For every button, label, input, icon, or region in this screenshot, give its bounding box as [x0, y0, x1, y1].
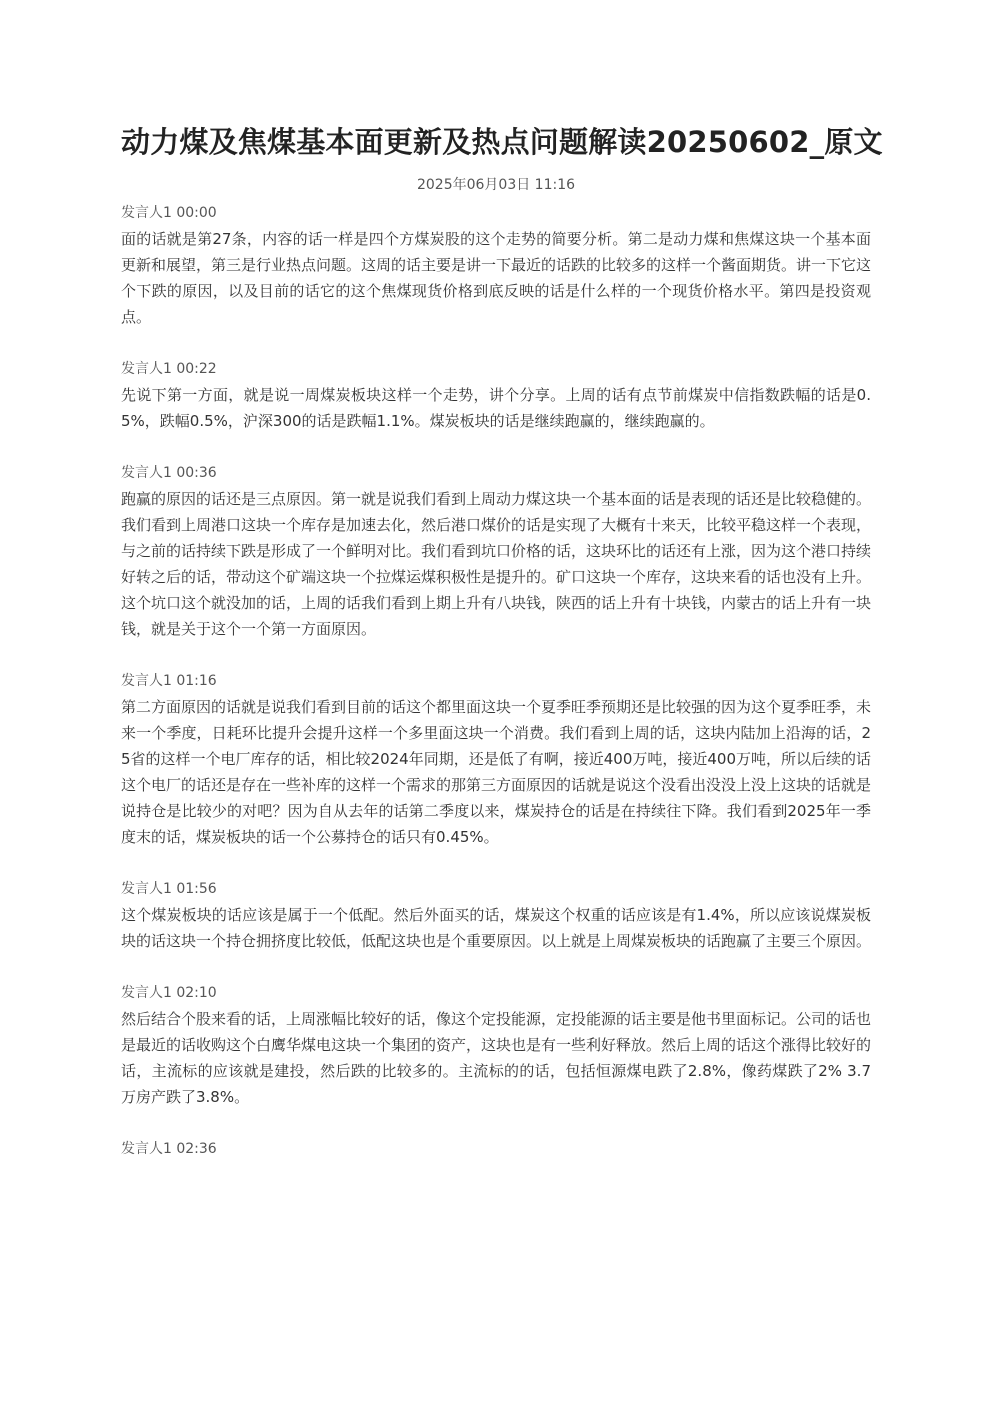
transcript-segment	[121, 980, 871, 1110]
transcript-segment	[121, 356, 871, 434]
transcript-segment	[121, 876, 871, 954]
segment-text: 第二方面原因的话就是说我们看到目前的话这个都里面这块一个夏季旺季预期还是比较强的因为这个夏季旺季，未来一个季度，日耗环比提升会提升这样一个多里面这块一个消费。我们看到上周的话，这块内陆加上沿海的话，25省的这样一个电厂库存的话，相比较2024年同期，还是低了有啊，接近400万吨，接近400万吨，所以后续的话这个电厂的话还是存在一些补库的这样一个需求的那第三方面原因的话就是说这个没看出没没上没上这块的话就是说持仓是比较少的对吧？因为自从去年的话第二季度以来，煤炭持仓的话是在持续往下降。我们看到2025年一季度末的话，煤炭板块的话一个公募持仓的话只有0.45%。	[121, 698, 872, 846]
transcript-segment	[121, 200, 871, 330]
segment-text: 面的话就是第27条，内容的话一样是四个方煤炭股的这个走势的简要分析。第二是动力煤和焦煤这块一个基本面更新和展望，第三是行业热点问题。这周的话主要是讲一下最近的话跌的比较多的这样一个酱面期货。讲一下它这个下跌的原因，以及目前的话它的这个焦煤现货价格到底反映的话是什么样的一个现货价格水平。第四是投资观点。	[121, 230, 872, 326]
segment-text: 这个煤炭板块的话应该是属于一个低配。然后外面买的话，煤炭这个权重的话应该是有1.4%，所以应该说煤炭板块的话这块一个持仓拥挤度比较低，低配这块也是个重要原因。以上就是上周煤炭板块的话跑赢了主要三个原因。	[121, 906, 872, 950]
transcript-segment	[121, 460, 871, 642]
segment-text: 跑赢的原因的话还是三点原因。第一就是说我们看到上周动力煤这块一个基本面的话是表现的话还是比较稳健的。我们看到上周港口这块一个库存是加速去化，然后港口煤价的话是实现了大概有十来天，比较平稳这样一个表现，与之前的话持续下跌是形成了一个鲜明对比。我们看到坑口价格的话，这块环比的话还有上涨，因为这个港口持续好转之后的话，带动这个矿端这块一个拉煤运煤积极性是提升的。矿口这块一个库存，这块来看的话也没有上升。这个坑口这个就没加的话，上周的话我们看到上期上升有八块钱，陕西的话上升有十块钱，内蒙古的话上升有一块钱，就是关于这个一个第一方面原因。	[121, 490, 872, 638]
speaker-timestamp: 发言人1 02:10	[121, 985, 217, 1001]
transcript-segment	[121, 1136, 871, 1162]
document-title: 动力煤及焦煤基本面更新及热点问题解读20250602_原文	[121, 125, 883, 159]
speaker-timestamp: 发言人1 02:36	[121, 1141, 217, 1157]
document-date: 2025年06月03日 11:16	[416, 177, 576, 193]
speaker-timestamp: 发言人1 01:56	[121, 881, 217, 897]
speaker-timestamp: 发言人1 00:22	[121, 361, 217, 377]
transcript-segment	[121, 668, 871, 850]
segment-text: 然后结合个股来看的话，上周涨幅比较好的话，像这个定投能源，定投能源的话主要是他书里面标记。公司的话也是最近的话收购这个白鹰华煤电这块一个集团的资产，这块也是有一些利好释放。然后上周的话这个涨得比较好的话，主流标的应该就是建投，然后跌的比较多的。主流标的的话，包括恒源煤电跌了2.8%，像药煤跌了2% 3.7万房产跌了3.8%。	[121, 1010, 872, 1106]
speaker-timestamp: 发言人1 01:16	[121, 673, 217, 689]
speaker-timestamp: 发言人1 00:00	[121, 205, 217, 221]
segment-text: 先说下第一方面，就是说一周煤炭板块这样一个走势，讲个分享。上周的话有点节前煤炭中信指数跌幅的话是0.5%，跌幅0.5%，沪深300的话是跌幅1.1%。煤炭板块的话是继续跑赢的，继续跑赢的。	[121, 386, 871, 430]
speaker-timestamp: 发言人1 00:36	[121, 465, 217, 481]
